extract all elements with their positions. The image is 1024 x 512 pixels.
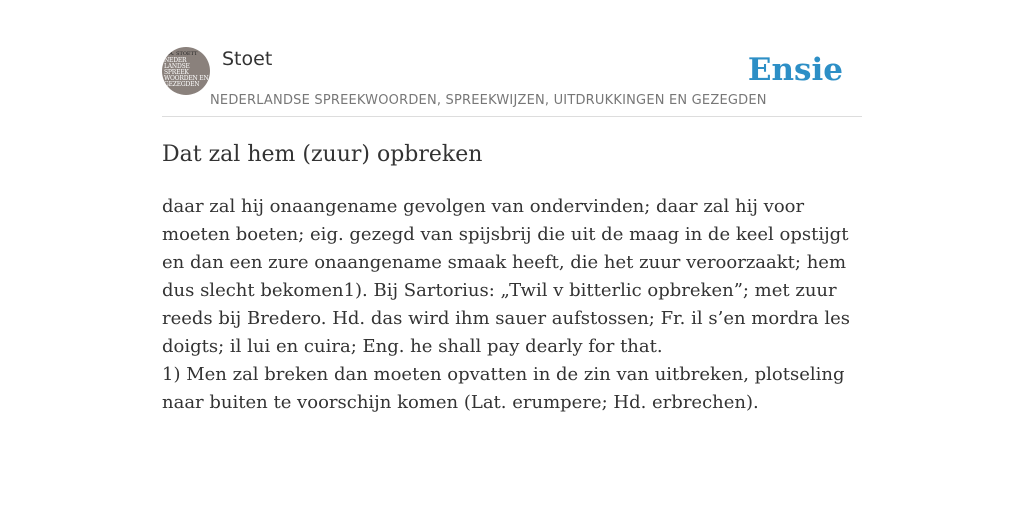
avatar-top-text: F.A. STOETT <box>165 51 198 57</box>
entry-paragraph-footnote: 1) Men zal breken dan moeten opvatten in de zin van uitbreken, plotseling naar buiten te voorschijn komen (Lat. erumpere; Hd. erbrechen). <box>162 364 845 413</box>
entry-title: Dat zal hem (zuur) opbreken <box>162 142 483 167</box>
author-avatar[interactable] <box>162 47 210 95</box>
entry-paragraph-definition: daar zal hij onaangename gevolgen van ondervinden; daar zal hij voor moeten boeten; eig. gezegd van spijsbrij die uit de maag in de keel opstijgt en dan een zure onaangename smaak heeft, die het zuur veroorzaakt; hem dus slecht bekomen1). Bij Sartorius: „Twil v bitterlic opbreken”; met zuur reeds bij Bredero. Hd. das wird ihm sauer aufstossen; Fr. il s’en mordra les doigts; il lui en cuira; Eng. he shall pay dearly for that. <box>162 196 851 357</box>
author-name[interactable]: Stoet <box>222 48 273 70</box>
entry-body <box>162 193 862 417</box>
avatar-text: NEDER LANDSE SPREEK WOORDEN EN GEZEGDEN <box>164 57 209 88</box>
header <box>162 46 862 117</box>
source-subtitle[interactable]: NEDERLANDSE SPREEKWOORDEN, SPREEKWIJZEN, UITDRUKKINGEN EN GEZEGDEN <box>210 93 767 108</box>
brand-logo[interactable]: Ensie <box>747 52 843 88</box>
